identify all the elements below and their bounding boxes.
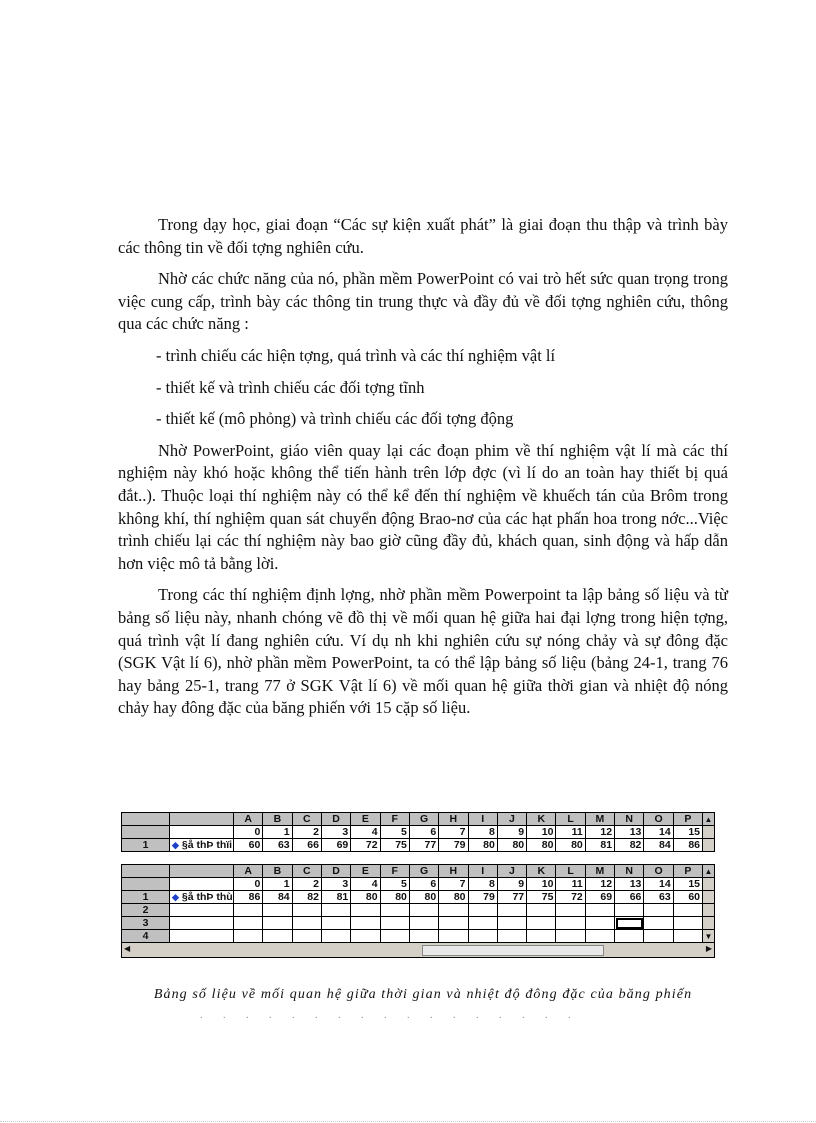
column-header-B[interactable]: B: [263, 865, 292, 878]
bullet-3: - thiết kế (mô phỏng) và trình chiếu các đối tợng động: [156, 409, 514, 429]
cell[interactable]: [439, 917, 468, 930]
row-label: §å thÞ thïi: [181, 839, 233, 851]
cell[interactable]: [409, 930, 438, 943]
temperature-cell[interactable]: 63: [644, 891, 673, 904]
cell[interactable]: [380, 904, 409, 917]
cell[interactable]: [556, 917, 585, 930]
time-cell[interactable]: 15: [673, 826, 702, 839]
paragraph-3: Nhờ PowerPoint, giáo viên quay lại các đoạn phim về thí nghiệm vật lí mà các thí nghiệm này khó hoặc không thể tiến hành trên lớp đợc (vì lí do an toàn hay thiết bị quá đắt..). Thuộc loại thí nghiệm này có thể kể đến thí nghiệm về khuếch tán của Brôm trong không khí, thí nghiệm quan sát chuyển động Brao-nơ của các hạt phấn hoa trong nớc...Việc trình chiếu lại các thí nghiệm này bao giờ cũng đầy đủ, khách quan, sinh động và hấp dẫn hơn việc mô tả bằng lời.: [118, 440, 728, 573]
column-header-C[interactable]: C: [292, 865, 321, 878]
cell[interactable]: [468, 904, 497, 917]
cell[interactable]: [292, 917, 321, 930]
cell[interactable]: [673, 917, 702, 930]
temperature-cell[interactable]: 69: [585, 891, 614, 904]
time-cell[interactable]: 9: [497, 878, 526, 891]
vertical-scroll-track[interactable]: [703, 904, 715, 917]
time-cell[interactable]: 11: [556, 878, 585, 891]
temperature-cell[interactable]: 72: [351, 839, 380, 852]
column-header-M[interactable]: M: [585, 813, 614, 826]
selected-cell[interactable]: [615, 917, 644, 930]
time-cell[interactable]: 12: [585, 878, 614, 891]
time-cell[interactable]: 2: [292, 826, 321, 839]
row-header-4[interactable]: 4: [122, 930, 170, 943]
time-cell[interactable]: 10: [527, 826, 556, 839]
sheet-corner[interactable]: [122, 865, 170, 878]
cell[interactable]: [409, 904, 438, 917]
time-cell[interactable]: 13: [615, 826, 644, 839]
scroll-right-icon[interactable]: ▶: [705, 944, 712, 953]
temperature-cell[interactable]: 80: [468, 839, 497, 852]
time-cell[interactable]: 11: [556, 826, 585, 839]
time-cell[interactable]: 0: [234, 826, 263, 839]
cell[interactable]: [585, 904, 614, 917]
cell[interactable]: [556, 930, 585, 943]
column-header-F[interactable]: F: [380, 813, 409, 826]
time-cell[interactable]: 1: [263, 826, 292, 839]
time-cell[interactable]: 13: [615, 878, 644, 891]
time-cell[interactable]: 3: [321, 878, 350, 891]
column-header-M[interactable]: M: [585, 865, 614, 878]
row-label: §å thÞ thù: [181, 891, 233, 903]
scroll-up-icon[interactable]: ▲: [703, 865, 715, 878]
time-cell[interactable]: 5: [380, 826, 409, 839]
cell[interactable]: [263, 930, 292, 943]
column-header-O[interactable]: O: [644, 813, 673, 826]
cell[interactable]: [527, 930, 556, 943]
temperature-cell[interactable]: 86: [673, 839, 702, 852]
temperature-cell[interactable]: 80: [409, 891, 438, 904]
temperature-cell[interactable]: 80: [556, 839, 585, 852]
cell[interactable]: [170, 878, 234, 891]
time-cell[interactable]: 3: [321, 826, 350, 839]
scroll-thumb[interactable]: [422, 945, 604, 956]
cell[interactable]: [234, 930, 263, 943]
cell[interactable]: [234, 917, 263, 930]
time-cell[interactable]: 15: [673, 878, 702, 891]
cell[interactable]: [321, 917, 350, 930]
column-header-L[interactable]: L: [556, 865, 585, 878]
column-header-K[interactable]: K: [527, 813, 556, 826]
temperature-cell[interactable]: 82: [615, 839, 644, 852]
column-header-P[interactable]: P: [673, 865, 702, 878]
temperature-cell[interactable]: 81: [585, 839, 614, 852]
diamond-marker-icon: ◆: [172, 840, 179, 850]
temperature-cell[interactable]: 77: [409, 839, 438, 852]
column-header-D[interactable]: D: [321, 813, 350, 826]
column-header-A[interactable]: A: [234, 813, 263, 826]
spreadsheet-main-table: [121, 864, 715, 943]
temperature-cell[interactable]: 72: [556, 891, 585, 904]
column-header-E[interactable]: E: [351, 865, 380, 878]
temperature-cell[interactable]: 60: [673, 891, 702, 904]
spreadsheet-top: [121, 812, 715, 852]
row-header-blank[interactable]: [122, 826, 170, 839]
cell[interactable]: [556, 904, 585, 917]
temperature-cell[interactable]: 80: [527, 839, 556, 852]
column-header-P[interactable]: P: [673, 813, 702, 826]
cell[interactable]: [439, 904, 468, 917]
time-cell[interactable]: 14: [644, 878, 673, 891]
temperature-cell[interactable]: 77: [497, 891, 526, 904]
column-header-N[interactable]: N: [615, 865, 644, 878]
row-label-cell[interactable]: [170, 891, 234, 904]
temperature-cell[interactable]: 79: [439, 839, 468, 852]
cell[interactable]: [673, 904, 702, 917]
cell[interactable]: [644, 904, 673, 917]
body-text: [118, 214, 728, 729]
cell[interactable]: [644, 930, 673, 943]
cell[interactable]: [234, 904, 263, 917]
cell[interactable]: [439, 930, 468, 943]
spreadsheet-top-table: [121, 812, 715, 852]
temperature-cell[interactable]: 82: [292, 891, 321, 904]
time-cell[interactable]: 6: [409, 878, 438, 891]
cell[interactable]: [170, 917, 234, 930]
cell[interactable]: [321, 930, 350, 943]
cell[interactable]: [497, 917, 526, 930]
time-cell[interactable]: 6: [409, 826, 438, 839]
time-cell[interactable]: 5: [380, 878, 409, 891]
time-cell[interactable]: 12: [585, 826, 614, 839]
time-cell[interactable]: 7: [439, 826, 468, 839]
clipped-text-line: . . . . . . . . . . . . . . . . .: [200, 1010, 580, 1021]
cell[interactable]: [170, 930, 234, 943]
cell[interactable]: [673, 930, 702, 943]
column-header-H[interactable]: H: [439, 865, 468, 878]
cell[interactable]: [497, 904, 526, 917]
column-header-N[interactable]: N: [615, 813, 644, 826]
time-cell[interactable]: 0: [234, 878, 263, 891]
row-header-blank[interactable]: [122, 878, 170, 891]
paragraph-2: Nhờ các chức năng của nó, phần mềm PowerPoint có vai trò hết sức quan trọng trong việc cung cấp, trình bày các thông tin trung thực và đầy đủ về đối tợng nghiên cứu, thông qua các chức năng :: [118, 269, 728, 334]
temperature-cell[interactable]: 81: [321, 891, 350, 904]
cell[interactable]: [409, 917, 438, 930]
paragraph-4: Trong các thí nghiệm định lợng, nhờ phần mềm Powerpoint ta lập bảng số liệu và từ bảng số liệu này, nhanh chóng vẽ đồ thị về mối quan hệ giữa hai đại lợng trong hiện tợng, quá trình vật lí đang nghiên cứu. Ví dụ nh khi nghiên cứu sự nóng chảy và sự đông đặc (SGK Vật lí 6), nhờ phần mềm PowerPoint, ta có thể lập bảng số liệu (bảng 24-1, trang 76 hay bảng 25-1, trang 77 ở SGK Vật lí 6) về mối quan hệ giữa thời gian và nhiệt độ nóng chảy hay đông đặc của băng phiến với 15 cặp số liệu.: [118, 585, 728, 718]
cell[interactable]: [170, 904, 234, 917]
column-header-G[interactable]: G: [409, 865, 438, 878]
cell[interactable]: [585, 930, 614, 943]
scroll-up-icon[interactable]: ▲: [703, 813, 715, 826]
column-header-I[interactable]: I: [468, 813, 497, 826]
temperature-cell[interactable]: 60: [234, 839, 263, 852]
column-header-blank[interactable]: [170, 865, 234, 878]
cell[interactable]: [351, 917, 380, 930]
paragraph-1: Trong dạy học, giai đoạn “Các sự kiện xuất phát” là giai đoạn thu thập và trình bày các thông tin về đối tợng nghiên cứu.: [118, 215, 728, 257]
temperature-cell[interactable]: 69: [321, 839, 350, 852]
cell[interactable]: [263, 904, 292, 917]
cell[interactable]: [644, 917, 673, 930]
cell[interactable]: [585, 917, 614, 930]
row-header-2[interactable]: 2: [122, 904, 170, 917]
cell[interactable]: [468, 917, 497, 930]
time-cell[interactable]: 7: [439, 878, 468, 891]
time-cell[interactable]: 4: [351, 878, 380, 891]
cell[interactable]: [263, 917, 292, 930]
diamond-marker-icon: ◆: [172, 892, 179, 902]
time-cell[interactable]: 10: [527, 878, 556, 891]
cell[interactable]: [321, 904, 350, 917]
bullet-2: - thiết kế và trình chiếu các đối tợng tĩnh: [156, 377, 425, 397]
sheet-corner[interactable]: [122, 813, 170, 826]
cell[interactable]: [527, 917, 556, 930]
column-header-F[interactable]: F: [380, 865, 409, 878]
time-cell[interactable]: 2: [292, 878, 321, 891]
temperature-cell[interactable]: 80: [439, 891, 468, 904]
temperature-cell[interactable]: 84: [644, 839, 673, 852]
vertical-scroll-track[interactable]: [703, 878, 715, 891]
vertical-scroll-track[interactable]: [703, 917, 715, 930]
cell[interactable]: [497, 930, 526, 943]
temperature-cell[interactable]: 80: [497, 839, 526, 852]
cell[interactable]: [527, 904, 556, 917]
column-header-I[interactable]: I: [468, 865, 497, 878]
cell[interactable]: [351, 904, 380, 917]
vertical-scroll-track[interactable]: [703, 839, 715, 852]
cell[interactable]: [292, 930, 321, 943]
cell[interactable]: [615, 930, 644, 943]
time-cell[interactable]: 9: [497, 826, 526, 839]
column-header-G[interactable]: G: [409, 813, 438, 826]
scroll-left-icon[interactable]: ◀: [124, 944, 131, 953]
temperature-cell[interactable]: 75: [527, 891, 556, 904]
column-header-J[interactable]: J: [497, 813, 526, 826]
row-header-1[interactable]: 1: [122, 891, 170, 904]
figure-caption: Bảng số liệu về mối quan hệ giữa thời gian và nhiệt độ đông đặc của băng phiến: [153, 987, 693, 1002]
cell[interactable]: [380, 917, 409, 930]
column-header-J[interactable]: J: [497, 865, 526, 878]
temperature-cell[interactable]: 79: [468, 891, 497, 904]
temperature-cell[interactable]: 86: [234, 891, 263, 904]
scroll-down-icon[interactable]: ▼: [703, 930, 715, 943]
column-header-A[interactable]: A: [234, 865, 263, 878]
column-header-K[interactable]: K: [527, 865, 556, 878]
time-cell[interactable]: 8: [468, 878, 497, 891]
column-header-blank[interactable]: [170, 813, 234, 826]
column-header-C[interactable]: C: [292, 813, 321, 826]
cell[interactable]: [468, 930, 497, 943]
cell[interactable]: [351, 930, 380, 943]
cell[interactable]: [292, 904, 321, 917]
time-cell[interactable]: 8: [468, 826, 497, 839]
time-cell[interactable]: 4: [351, 826, 380, 839]
bullet-1: - trình chiếu các hiện tợng, quá trình và các thí nghiệm vật lí: [156, 345, 556, 365]
column-header-O[interactable]: O: [644, 865, 673, 878]
column-header-E[interactable]: E: [351, 813, 380, 826]
temperature-cell[interactable]: 80: [380, 891, 409, 904]
row-header-3[interactable]: 3: [122, 917, 170, 930]
cell[interactable]: [170, 826, 234, 839]
column-header-L[interactable]: L: [556, 813, 585, 826]
column-header-B[interactable]: B: [263, 813, 292, 826]
vertical-scroll-track[interactable]: [703, 891, 715, 904]
row-header-1[interactable]: 1: [122, 839, 170, 852]
temperature-cell[interactable]: 75: [380, 839, 409, 852]
horizontal-scrollbar[interactable]: [121, 943, 715, 958]
cell[interactable]: [615, 904, 644, 917]
time-cell[interactable]: 14: [644, 826, 673, 839]
column-header-H[interactable]: H: [439, 813, 468, 826]
time-cell[interactable]: 1: [263, 878, 292, 891]
spreadsheet-figure: [121, 812, 715, 958]
vertical-scroll-track[interactable]: [703, 826, 715, 839]
temperature-cell[interactable]: 63: [263, 839, 292, 852]
temperature-cell[interactable]: 80: [351, 891, 380, 904]
column-header-D[interactable]: D: [321, 865, 350, 878]
temperature-cell[interactable]: 66: [615, 891, 644, 904]
page-bottom-border: [0, 1121, 816, 1122]
row-label-cell[interactable]: [170, 839, 234, 852]
cell[interactable]: [380, 930, 409, 943]
temperature-cell[interactable]: 66: [292, 839, 321, 852]
temperature-cell[interactable]: 84: [263, 891, 292, 904]
